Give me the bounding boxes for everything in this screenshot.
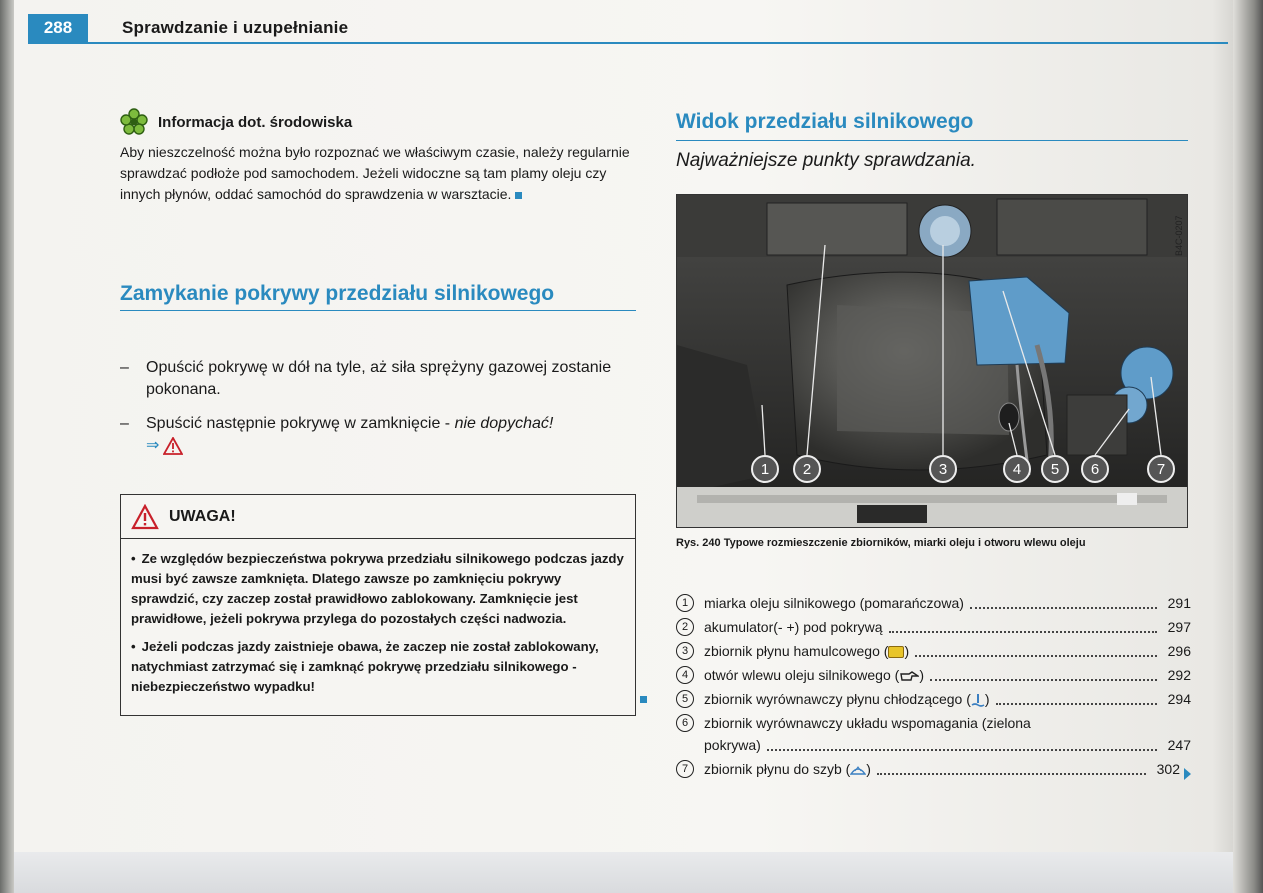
callout-7 bbox=[1148, 456, 1174, 482]
legend-number: 1 bbox=[676, 594, 694, 612]
section-title-engine-view: Widok przedziału silnikowego bbox=[676, 110, 1188, 141]
legend-page-ref[interactable]: 247 bbox=[1167, 737, 1191, 753]
legend-page-ref[interactable]: 294 bbox=[1167, 691, 1191, 707]
figure-code: B4C-0207 bbox=[1174, 215, 1184, 257]
legend-label-wrap bbox=[704, 688, 990, 710]
legend-label-end: ) bbox=[919, 667, 924, 683]
legend-number: 5 bbox=[676, 690, 694, 708]
leader-dots bbox=[767, 749, 1157, 751]
page-spine-right bbox=[1233, 0, 1263, 893]
warning-triangle-icon bbox=[131, 504, 159, 530]
leader-dots bbox=[930, 679, 1157, 681]
legend-label: zbiornik wyrównawczy płynu chłodzącego ( bbox=[704, 691, 971, 707]
callout-6 bbox=[1082, 456, 1108, 482]
callout-label: 6 bbox=[1090, 461, 1100, 478]
legend-item bbox=[676, 712, 1191, 756]
oil-can-icon bbox=[899, 670, 919, 682]
environment-note-title: Informacja dot. środowiska bbox=[158, 113, 353, 131]
legend-label-line2: pokrywa) bbox=[704, 737, 761, 753]
section-end-marker bbox=[640, 696, 647, 703]
legend-page-ref[interactable]: 292 bbox=[1167, 667, 1191, 683]
legend-label-wrap bbox=[704, 758, 871, 780]
legend-label-wrap bbox=[704, 640, 909, 662]
legend-item bbox=[676, 758, 1191, 780]
page-header-title: Sprawdzanie i uzupełnianie bbox=[122, 18, 349, 37]
legend-label-wrap bbox=[704, 664, 924, 686]
bullet-dot: • bbox=[131, 639, 136, 654]
legend-page-ref[interactable]: 302 bbox=[1156, 761, 1180, 777]
figure-legend bbox=[676, 592, 1191, 782]
legend-item bbox=[676, 688, 1191, 710]
warning-reference-link[interactable] bbox=[146, 435, 183, 457]
environment-note-text: Aby nieszczelność można było rozpoznać we właściwym czasie, należy regularnie sprawdzać podłoże pod samochodem. Jeżeli widoczne są tam plamy oleju czy innych płynów, oddać samochód do sprawdzenia w warsztacie. bbox=[120, 144, 630, 202]
step-dash: – bbox=[120, 359, 129, 376]
legend-page-ref[interactable]: 297 bbox=[1167, 619, 1191, 635]
legend-number: 6 bbox=[676, 714, 694, 732]
step-item bbox=[120, 413, 638, 457]
legend-number: 3 bbox=[676, 642, 694, 660]
legend-label: otwór wlewu oleju silnikowego ( bbox=[704, 667, 900, 683]
page-number: 288 bbox=[28, 14, 88, 42]
step-emphasis: nie dopychać! bbox=[454, 415, 554, 432]
legend-label: zbiornik wyrównawczy układu wspomagania (zielona bbox=[704, 715, 1031, 731]
section-end-marker bbox=[515, 192, 522, 199]
callout-3 bbox=[930, 456, 956, 482]
callout-label: 1 bbox=[760, 461, 770, 478]
callout-label: 5 bbox=[1050, 461, 1060, 478]
warning-bullet bbox=[131, 549, 625, 629]
leader-dots bbox=[970, 607, 1157, 609]
closing-steps bbox=[120, 357, 638, 469]
leader-dots bbox=[877, 773, 1146, 775]
callout-label: 7 bbox=[1156, 461, 1166, 478]
leader-dots bbox=[889, 631, 1157, 633]
environment-note bbox=[120, 108, 635, 205]
page-spine-left bbox=[0, 0, 14, 893]
step-text: Opuścić pokrywę w dół na tyle, aż siła sprężyny gazowej zostanie pokonana. bbox=[146, 359, 612, 398]
flower-icon bbox=[120, 108, 148, 136]
header-divider bbox=[28, 42, 1228, 44]
engine-bay-illustration bbox=[677, 195, 1188, 528]
legend-page-ref[interactable]: 291 bbox=[1167, 595, 1191, 611]
legend-number: 4 bbox=[676, 666, 694, 684]
callout-4 bbox=[1004, 456, 1030, 482]
warning-triangle-icon bbox=[163, 437, 183, 455]
legend-label: zbiornik płynu do szyb ( bbox=[704, 761, 851, 777]
warning-bullet-text: Jeżeli podczas jazdy zaistnieje obawa, że zaczep nie został zablokowany, natychmiast zatrzymać się i zamknąć pokrywę przedziału silnikowego - niebezpieczeństwo wypadku! bbox=[131, 639, 599, 694]
callout-label: 4 bbox=[1012, 461, 1022, 478]
bullet-dot: • bbox=[131, 551, 136, 566]
step-text-wrap bbox=[146, 413, 553, 457]
legend-label-end: ) bbox=[866, 761, 871, 777]
legend-number: 7 bbox=[676, 760, 694, 778]
legend-item bbox=[676, 616, 1191, 638]
continue-arrow-icon[interactable] bbox=[1184, 768, 1191, 780]
legend-label: akumulator(- +) pod pokrywą bbox=[704, 619, 883, 635]
warning-box bbox=[120, 494, 636, 716]
coolant-thermometer-icon bbox=[971, 693, 985, 707]
engine-bay-figure bbox=[676, 194, 1188, 528]
legend-label: zbiornik płynu hamulcowego ( bbox=[704, 643, 889, 659]
warning-bullet-text: Ze względów bezpieczeństwa pokrywa przedziału silnikowego podczas jazdy musi być zawsze zamknięta. Dlatego zawsze po zamknięciu pokrywy sprawdzić, czy zaczep został prawidłowo zablokowany. Zamknięcie jest prawidłowe, jeżeli pokrywa przylega do pozostałych części nadwozia. bbox=[131, 551, 624, 626]
brake-fluid-icon bbox=[888, 646, 904, 658]
callout-label: 3 bbox=[938, 461, 948, 478]
callout-2 bbox=[794, 456, 820, 482]
step-dash: – bbox=[120, 415, 129, 432]
legend-item bbox=[676, 592, 1191, 614]
callout-5 bbox=[1042, 456, 1068, 482]
legend-item bbox=[676, 640, 1191, 662]
leader-dots bbox=[996, 703, 1157, 705]
section-title-closing: Zamykanie pokrywy przedziału silnikowego bbox=[120, 282, 636, 311]
windshield-washer-icon bbox=[850, 764, 866, 776]
page-footer-band bbox=[14, 852, 1233, 893]
callout-1 bbox=[752, 456, 778, 482]
legend-label: miarka oleju silnikowego (pomarańczowa) bbox=[704, 595, 964, 611]
warning-bullet bbox=[131, 637, 625, 697]
section-subtitle: Najważniejsze punkty sprawdzania. bbox=[676, 150, 976, 171]
callout-label: 2 bbox=[802, 461, 812, 478]
figure-caption: Rys. 240 Typowe rozmieszczenie zbiorników, miarki oleju i otworu wlewu oleju bbox=[676, 537, 1086, 549]
legend-label-end: ) bbox=[984, 691, 990, 707]
legend-number: 2 bbox=[676, 618, 694, 636]
legend-label-end: ) bbox=[904, 643, 910, 659]
legend-item bbox=[676, 664, 1191, 686]
leader-dots bbox=[915, 655, 1157, 657]
step-item bbox=[120, 357, 638, 401]
step-text: Spuścić następnie pokrywę w zamknięcie - bbox=[146, 415, 455, 432]
reference-arrow: ⇒ bbox=[146, 437, 160, 454]
legend-page-ref[interactable]: 296 bbox=[1167, 643, 1191, 659]
warning-title: UWAGA! bbox=[169, 507, 236, 525]
